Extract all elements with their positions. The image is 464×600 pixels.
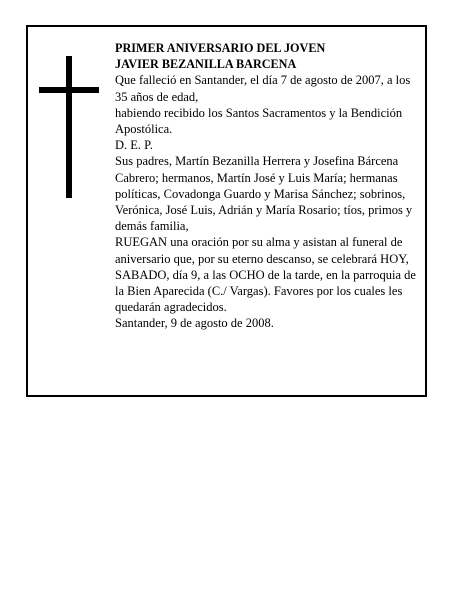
sacraments-info: habiendo recibido los Santos Sacramentos y la Bendición Apostólica.: [115, 105, 403, 137]
funeral-request: RUEGAN una oración por su alma y asistan al funeral de aniversario que, por su eterno descanso, se celebrará HOY, SABADO, día 9, a las OCHO de la tarde, en la parroquia de la Bien Aparecida (C./ Vargas). Favores por los cuales les quedarán agradecidos.: [115, 235, 416, 315]
place-and-date: Santander, 9 de agosto de 2008.: [115, 316, 274, 331]
death-info: Que falleció en Santander, el día 7 de agosto de 2007, a los 35 años de edad,: [115, 73, 411, 104]
dep-abbreviation: D. E. P.: [115, 138, 153, 153]
notice-heading-line2: JAVIER BEZANILLA BARCENA: [115, 57, 297, 72]
notice-text-block: [115, 40, 423, 332]
notice-heading-line1: PRIMER ANIVERSARIO DEL JOVEN: [115, 41, 326, 55]
cross-vertical-bar: [66, 56, 72, 198]
cross-horizontal-bar: [39, 87, 99, 93]
cross-icon: [39, 56, 99, 198]
obituary-notice: [26, 25, 427, 397]
family-list: Sus padres, Martín Bezanilla Herrera y Josefina Bárcena Cabrero; hermanos, Martín José y Luis María; hermanas políticas, Covadonga Guardo y Marisa Sánchez; sobrinos, Verónica, José Luis, Adrián y María Rosario; tíos, primos y demás familia,: [115, 154, 413, 234]
